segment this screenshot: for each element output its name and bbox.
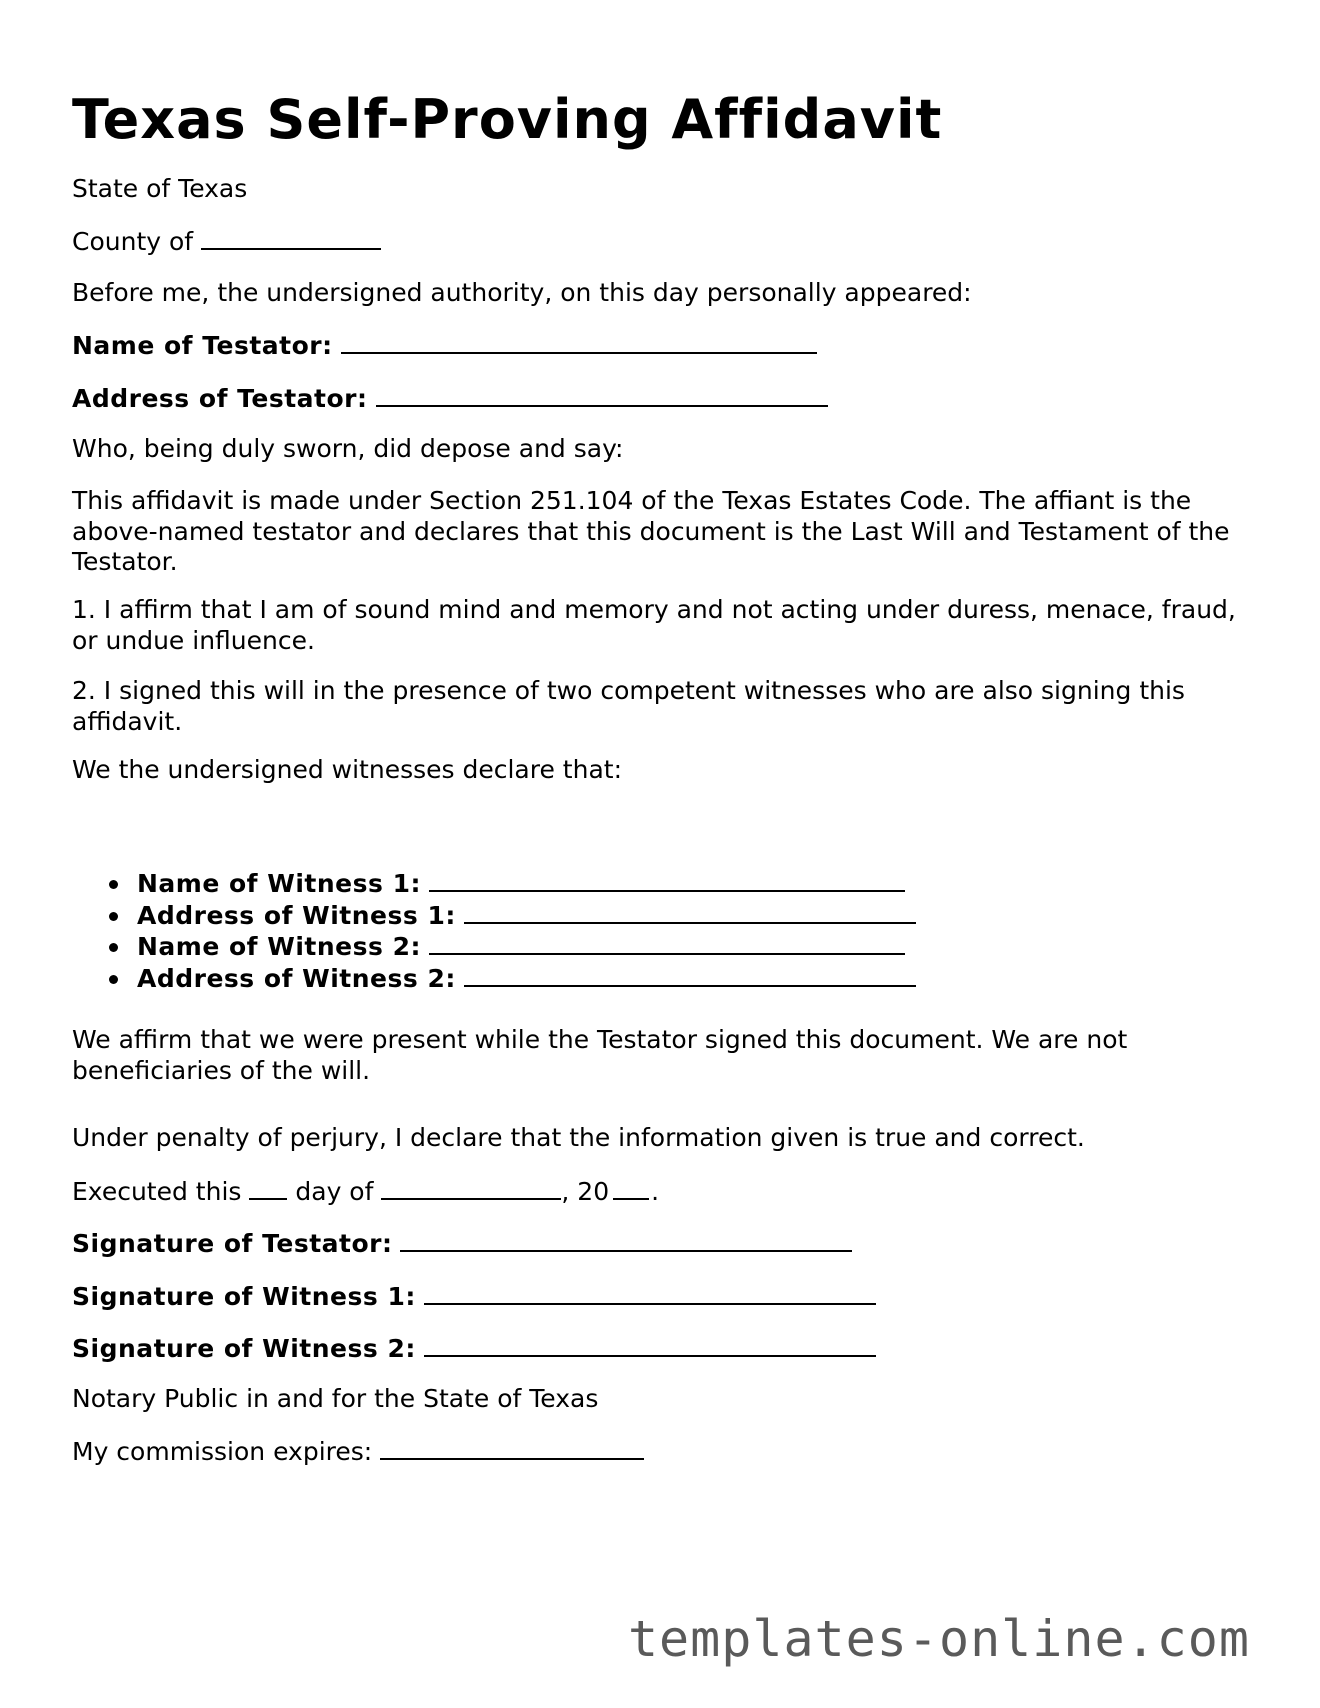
executed-day-of: day of: [295, 1177, 374, 1206]
signature-testator-blank[interactable]: [400, 1228, 852, 1252]
witness-1-address-item: [72, 900, 916, 932]
witness-2-address-item: [72, 963, 916, 995]
testator-address-line: [72, 383, 828, 414]
signature-testator-line: [72, 1228, 852, 1259]
notary-line: Notary Public in and for the State of Texas: [72, 1384, 599, 1413]
county-blank[interactable]: [201, 226, 381, 250]
testator-name-label: Name of Testator:: [72, 331, 333, 360]
witness-1-name-blank[interactable]: [429, 868, 905, 892]
witness-1-address-blank[interactable]: [464, 900, 916, 924]
affirmation-2: 2. I signed this will in the presence of two competent witnesses who are also signing this affidavit.: [72, 676, 1185, 736]
witness-1-name-item: [72, 868, 916, 900]
testator-name-line: [72, 330, 817, 361]
executed-year-blank[interactable]: [613, 1176, 649, 1200]
witness-1-address-label: Address of Witness 1:: [137, 900, 456, 930]
testator-address-label: Address of Testator:: [72, 384, 368, 413]
witness-2-name-label: Name of Witness 2:: [137, 932, 421, 961]
watermark: templates-online.com: [627, 1610, 1250, 1668]
signature-witness-2-line: [72, 1333, 876, 1364]
witness-affirmation: We affirm that we were present while the Testator signed this document. We are not beneficiaries of the will.: [72, 1025, 1128, 1085]
signature-witness-1-blank[interactable]: [424, 1281, 876, 1305]
affirmation-1: 1. I affirm that I am of sound mind and memory and not acting under duress, menace, fraud, or undue influence.: [72, 595, 1236, 655]
executed-prefix: Executed this: [72, 1177, 242, 1206]
witness-intro: We the undersigned witnesses declare that:: [72, 755, 622, 784]
executed-day-blank[interactable]: [249, 1176, 287, 1200]
intro-statement: Before me, the undersigned authority, on this day personally appeared:: [72, 278, 972, 307]
signature-testator-label: Signature of Testator:: [72, 1229, 393, 1258]
executed-line: [72, 1176, 659, 1207]
signature-witness-1-line: [72, 1281, 876, 1312]
testator-name-blank[interactable]: [341, 330, 817, 354]
commission-blank[interactable]: [380, 1436, 644, 1460]
sworn-statement: Who, being duly sworn, did depose and say:: [72, 434, 624, 463]
bullet-icon: [109, 975, 118, 984]
commission-line: [72, 1436, 644, 1467]
perjury-statement: Under penalty of perjury, I declare that the information given is true and correct.: [72, 1123, 1085, 1152]
witness-2-name-item: [72, 931, 916, 963]
state-line: State of Texas: [72, 174, 248, 203]
bullet-icon: [109, 943, 118, 952]
signature-witness-2-blank[interactable]: [424, 1333, 876, 1357]
signature-witness-2-label: Signature of Witness 2:: [72, 1334, 416, 1363]
witness-2-address-label: Address of Witness 2:: [137, 963, 456, 993]
witness-field-list: [72, 868, 916, 994]
county-line: [72, 226, 381, 257]
executed-period: .: [651, 1177, 660, 1206]
executed-month-blank[interactable]: [381, 1176, 561, 1200]
commission-label: My commission expires:: [72, 1437, 373, 1466]
witness-2-address-blank[interactable]: [464, 963, 916, 987]
signature-witness-1-label: Signature of Witness 1:: [72, 1282, 416, 1311]
witness-1-name-label: Name of Witness 1:: [137, 869, 421, 898]
county-label: County of: [72, 227, 194, 256]
bullet-icon: [109, 880, 118, 889]
document-title: Texas Self-Proving Affidavit: [72, 88, 943, 151]
witness-2-name-blank[interactable]: [429, 931, 905, 955]
bullet-icon: [109, 912, 118, 921]
testator-address-blank[interactable]: [376, 383, 828, 407]
executed-year-prefix: , 20: [561, 1177, 610, 1206]
section-paragraph: This affidavit is made under Section 251.104 of the Texas Estates Code. The affiant is the above-named testator and declares that this document is the Last Will and Testament of the Testator.: [72, 486, 1230, 576]
